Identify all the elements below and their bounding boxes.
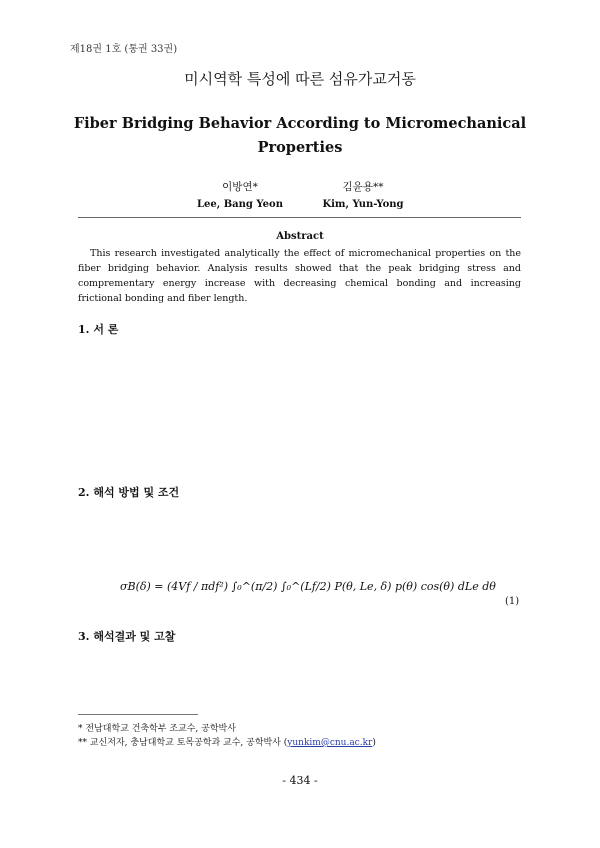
section-2-heading: 2. 해석 방법 및 조건 xyxy=(78,486,180,499)
abstract-text: This research investigated analytically the effect of micromechanical properties on the fiber bridging behavior. Analysis results showed that the peak bridging stress and comprementary energy increase with decreasing chemical bonding and increasing frictional bonding and fiber length. xyxy=(78,248,521,304)
english-title: Fiber Bridging Behavior According to Micromechanical Properties xyxy=(73,115,527,156)
footnote-1: * 전남대학교 건축학부 조교수, 공학박사 xyxy=(78,724,236,734)
korean-title: 미시역학 특성에 따른 섬유가교거동 xyxy=(184,70,416,88)
email-link[interactable]: yunkim@cnu.ac.kr xyxy=(287,738,373,748)
footnote-divider xyxy=(78,714,198,715)
running-head: 제18권 1호 (통권 33권) xyxy=(70,44,178,55)
abstract-heading: Abstract xyxy=(276,231,324,242)
section-3-heading: 3. 해석결과 및 고찰 xyxy=(78,630,176,643)
footnote-2 xyxy=(78,736,376,750)
author-2 xyxy=(288,178,438,214)
author-1-korean-name: 이방연* xyxy=(222,181,258,193)
equation-number: (1) xyxy=(505,596,520,607)
author-2-korean-name: 김윤용** xyxy=(342,181,384,193)
author-2-english-name: Kim, Yun-Yong xyxy=(322,199,404,210)
author-1-english-name: Lee, Bang Yeon xyxy=(197,199,283,210)
header-divider xyxy=(78,217,521,218)
footnote-2-text: ** 교신저자, 충남대학교 토목공학과 교수, 공학박사 ( xyxy=(78,738,288,748)
section-1-heading: 1. 서 론 xyxy=(78,323,119,336)
page-number: - 434 - xyxy=(282,774,318,787)
equation-1: σB(δ) = (4Vf / πdf²) ∫₀^(π/2) ∫₀^(Lf/2) P(θ, Le, δ) p(θ) cos(θ) dLe dθ xyxy=(120,580,496,593)
footnote-2-close: ) xyxy=(372,738,376,748)
